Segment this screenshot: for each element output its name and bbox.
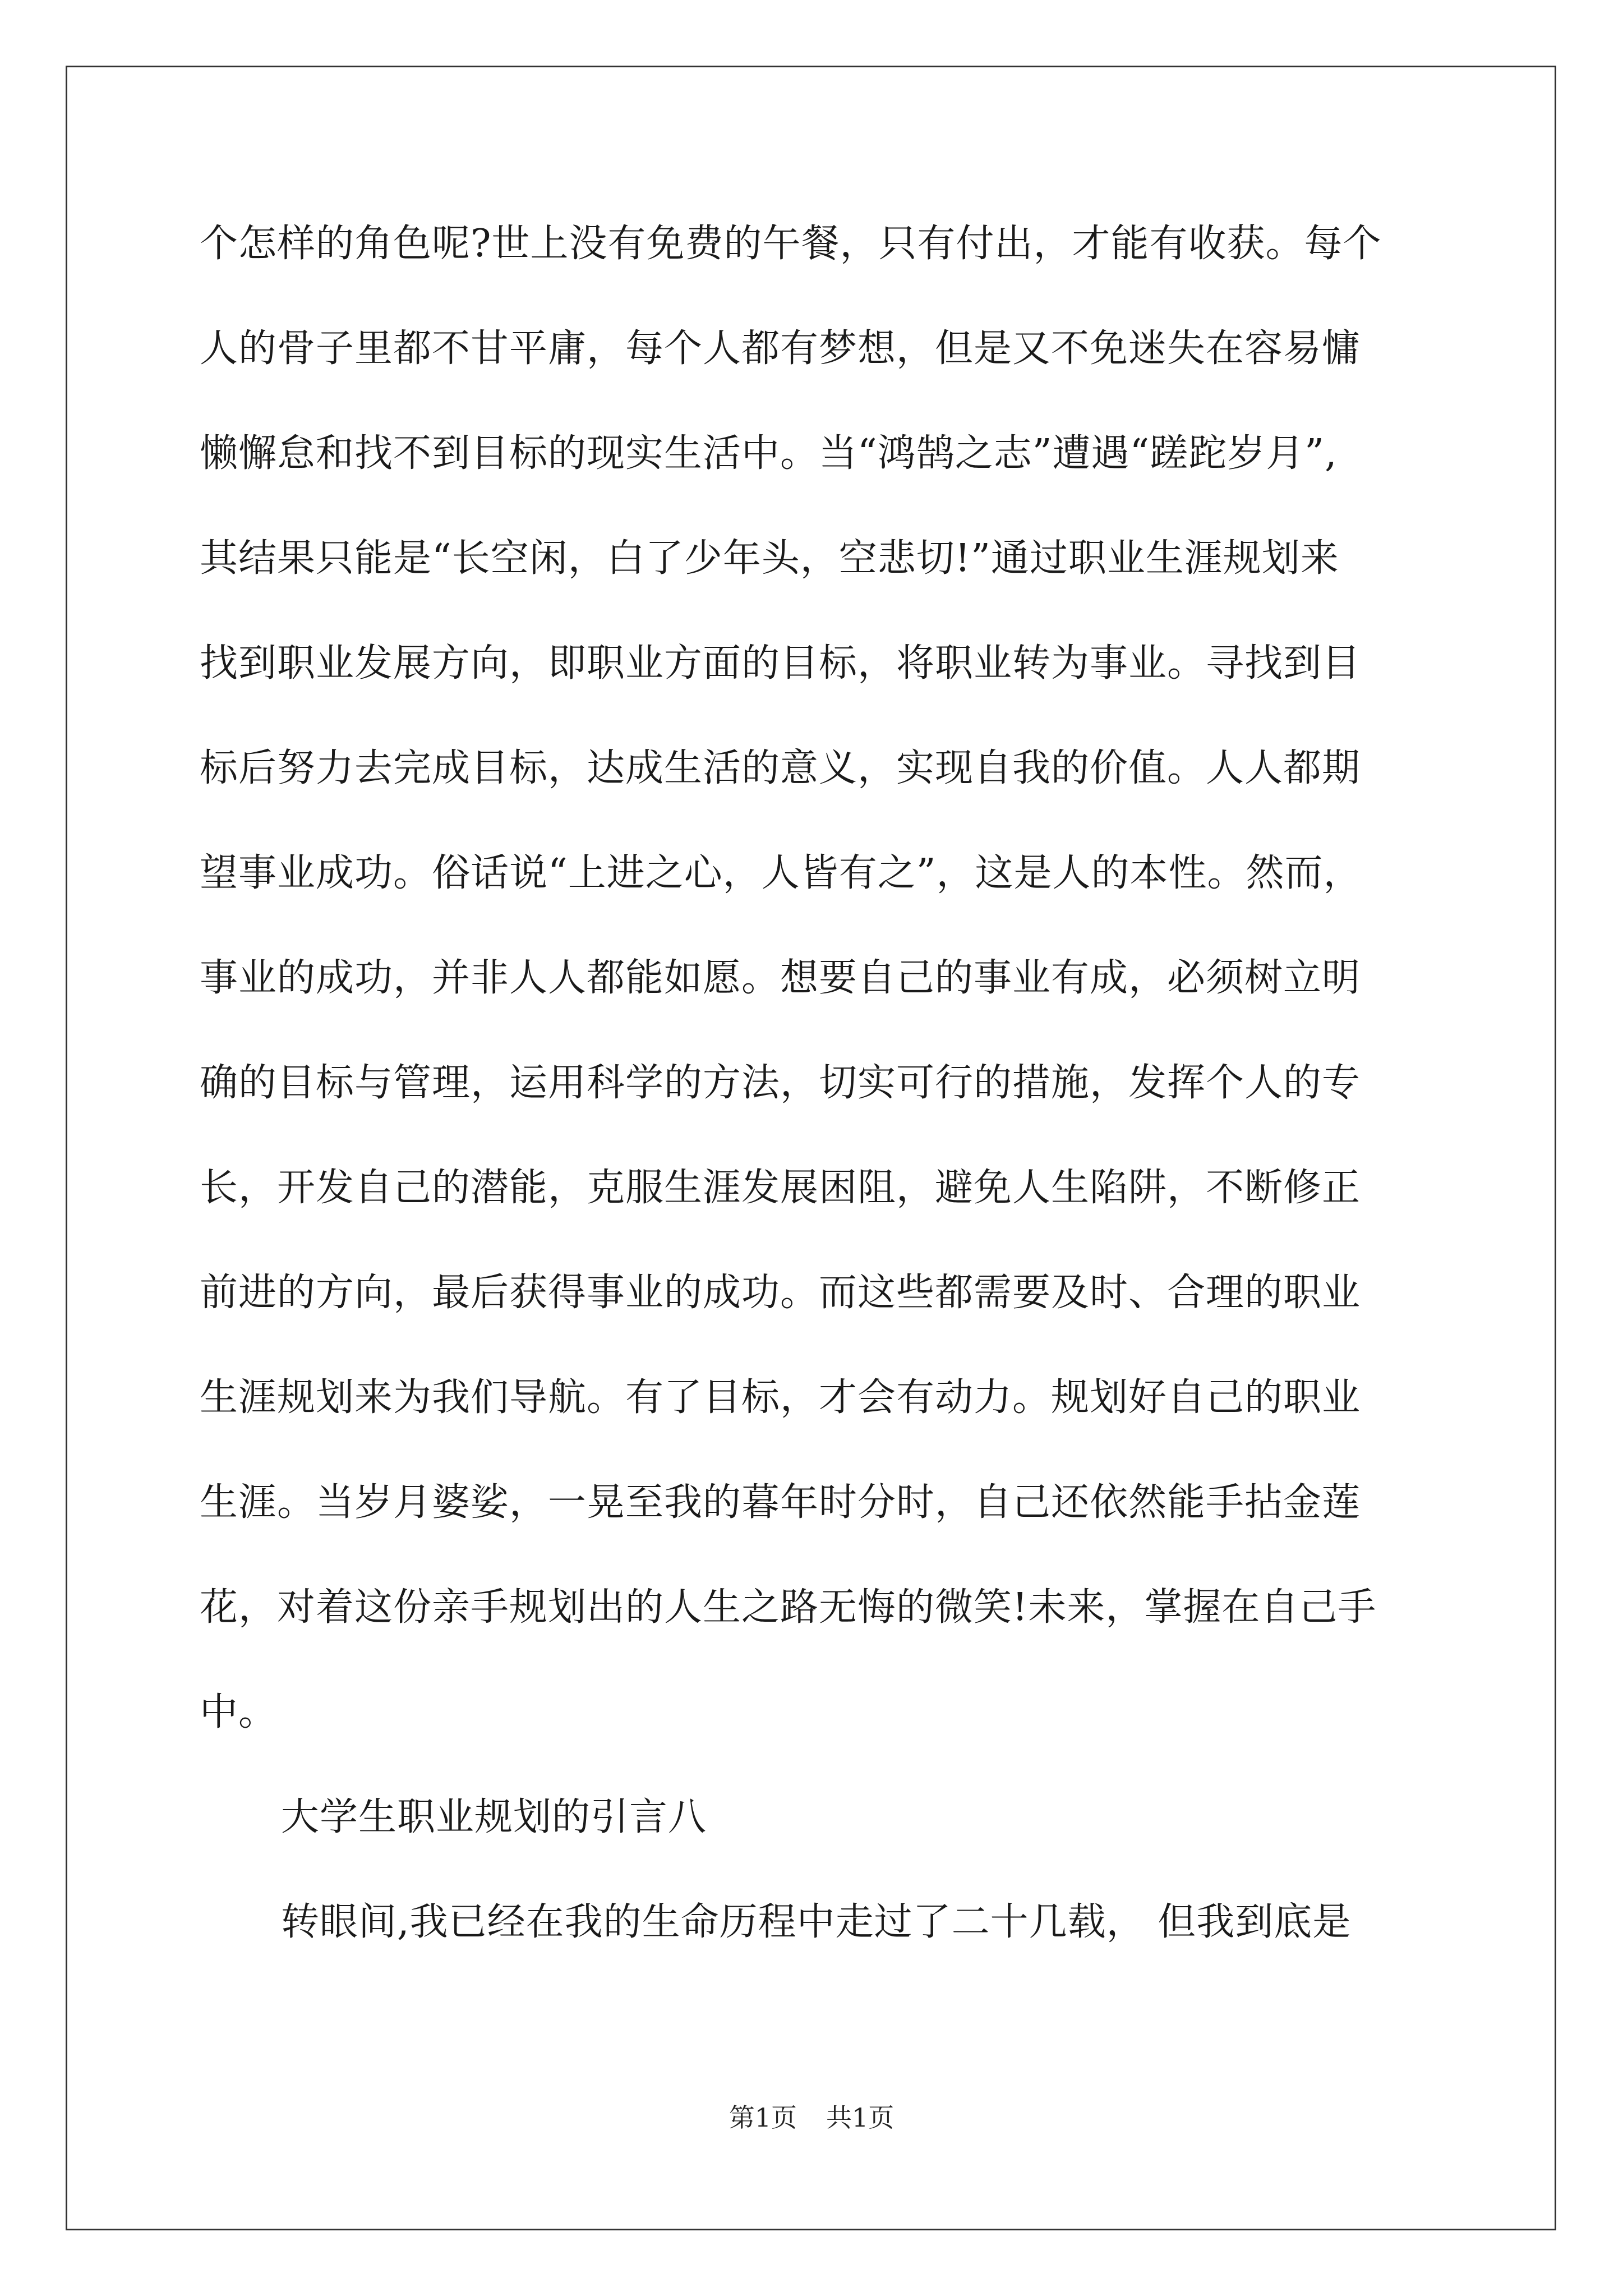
paragraph-line: 其结果只能是“长空闲，白了少年头，空悲切!”通过职业生涯规划来 (200, 536, 1339, 581)
paragraph-line: 事业的成功，并非人人都能如愿。想要自己的事业有成，必须树立明 (200, 956, 1361, 1000)
paragraph-line: 转眼间,我已经在我的生命历程中走过了二十几载， 但我到底是 (281, 1900, 1352, 1944)
paragraph-line: 花，对着这份亲手规划出的人生之路无悔的微笑!未来，掌握在自己手 (200, 1585, 1377, 1630)
paragraph-line: 中。 (200, 1690, 278, 1734)
section-heading: 大学生职业规划的引言八 (281, 1795, 707, 1839)
page-number: 第1页 (728, 2102, 797, 2133)
document-body (200, 213, 1439, 1996)
paragraph-line: 标后努力去完成目标，达成生活的意义，实现自我的价值。人人都期 (200, 746, 1361, 790)
paragraph-line: 懒懈怠和找不到目标的现实生活中。当“鸿鹄之志”遭遇“蹉跎岁月”, (200, 431, 1338, 476)
paragraph-line: 找到职业发展方向，即职业方面的目标，将职业转为事业。寻找到目 (200, 641, 1361, 685)
page-total: 共1页 (826, 2102, 895, 2133)
paragraph-line: 生涯规划来为我们导航。有了目标，才会有动力。规划好自己的职业 (200, 1375, 1361, 1420)
paragraph-line: 长，开发自己的潜能，克服生涯发展困阻，避免人生陷阱，不断修正 (200, 1166, 1361, 1210)
paragraph-line: 生涯。当岁月婆娑，一晃至我的暮年时分时，自己还依然能手拈金莲 (200, 1480, 1361, 1525)
paragraph-line: 前进的方向，最后获得事业的成功。而这些都需要及时、合理的职业 (200, 1271, 1361, 1315)
paragraph-line: 望事业成功。俗话说“上进之心，人皆有之”，这是人的本性。然而， (200, 851, 1362, 895)
paragraph-line: 确的目标与管理，运用科学的方法，切实可行的措施，发挥个人的专 (200, 1061, 1361, 1105)
paragraph-line: 个怎样的角色呢?世上没有免费的午餐，只有付出，才能有收获。每个 (200, 222, 1382, 266)
page-footer (0, 2101, 1623, 2134)
paragraph-line: 人的骨子里都不甘平庸，每个人都有梦想，但是又不免迷失在容易慵 (200, 326, 1361, 371)
